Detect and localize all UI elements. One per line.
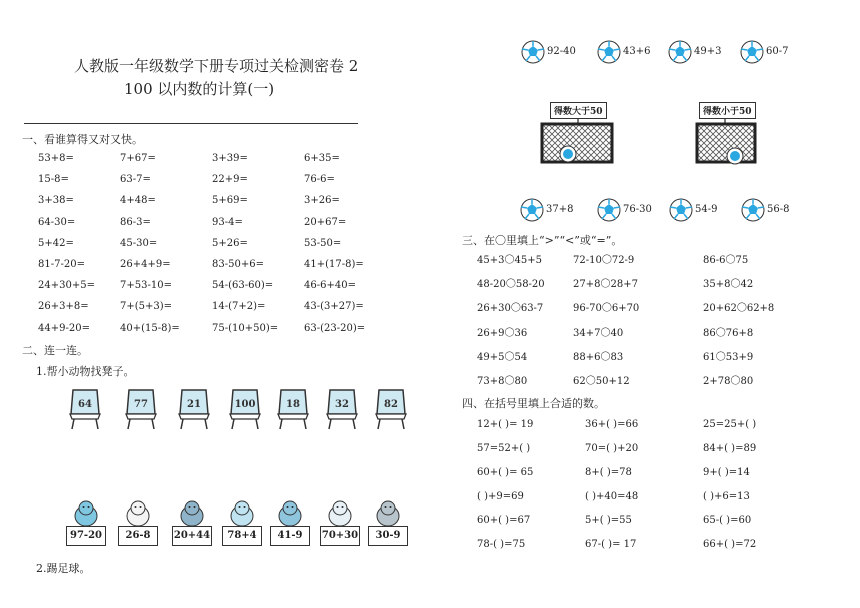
animal-with-sign[interactable] <box>172 498 212 548</box>
calc-problem: 3+26= <box>304 195 340 207</box>
calc-problem: 7+53-10= <box>120 280 172 292</box>
calc-problem: 20+67= <box>304 216 347 228</box>
calc-problem: 14-(7+2)= <box>212 301 266 313</box>
football-icon <box>668 40 692 64</box>
calc-problem: 5+42= <box>38 237 74 249</box>
football[interactable] <box>669 198 718 222</box>
calc-problem: 45-30= <box>120 237 158 249</box>
fill-blank-problem: 66+( )=72 <box>703 539 757 550</box>
ball-expression: 54-9 <box>695 204 718 215</box>
fill-blank-problem: 60+( )=67 <box>477 515 531 526</box>
calc-problem: 93-4= <box>212 216 243 228</box>
compare-problem: 26+9〇36 <box>477 327 528 339</box>
chair[interactable] <box>124 388 158 430</box>
calc-problem: 41+(17-8)= <box>304 259 364 270</box>
chair-number: 64 <box>78 399 92 410</box>
compare-problem: 27+8〇28+7 <box>573 279 638 291</box>
animal-expression-card: 70+30 <box>320 526 360 546</box>
calc-problem: 4+48= <box>120 195 156 207</box>
calc-problem: 63-(23-20)= <box>304 322 366 334</box>
football[interactable] <box>740 40 789 64</box>
chair[interactable] <box>68 388 102 430</box>
football[interactable] <box>597 40 651 64</box>
animal-with-sign[interactable] <box>320 498 360 548</box>
compare-problem: 61〇53+9 <box>703 351 754 363</box>
compare-problem: 45+3〇45+5 <box>477 255 542 266</box>
ball-expression: 92-40 <box>547 46 576 57</box>
fill-blank-problem: 36+( )=66 <box>585 419 639 430</box>
chair[interactable] <box>276 388 310 430</box>
calc-problem: 86-3= <box>120 216 151 228</box>
calc-problem: 5+26= <box>212 237 248 249</box>
calc-problem: 3+38= <box>38 195 74 207</box>
football[interactable] <box>597 198 652 222</box>
animal-icon <box>118 498 158 528</box>
chair-number: 82 <box>384 399 398 410</box>
calc-problem: 81-7-20= <box>38 259 85 270</box>
animal-expression-card: 30-9 <box>368 526 408 546</box>
animal-with-sign[interactable] <box>66 498 106 548</box>
calc-problem: 75-(10+50)= <box>212 322 279 334</box>
chair-number: 100 <box>234 399 256 410</box>
calc-problem: 7+67= <box>120 153 156 164</box>
animal-icon <box>172 498 212 528</box>
animal-with-sign[interactable] <box>118 498 158 548</box>
animal-with-sign[interactable] <box>270 498 310 548</box>
calc-problem: 26+3+8= <box>38 301 89 313</box>
football-icon <box>521 40 545 64</box>
animal-expression-card: 97-20 <box>66 526 106 546</box>
compare-problem: 73+8〇80 <box>477 376 528 387</box>
football[interactable] <box>668 40 722 64</box>
chair-number: 77 <box>134 399 148 410</box>
calc-problem: 53+8= <box>38 153 74 164</box>
compare-problem: 49+5〇54 <box>477 351 528 363</box>
animal-icon <box>368 498 408 528</box>
animal-icon <box>66 498 106 528</box>
section2-sub1: 1.帮小动物找凳子。 <box>36 365 135 378</box>
compare-problem: 26+30〇63-7 <box>477 303 544 315</box>
section3-heading: 三、在〇里填上“>”“<”或“=”。 <box>462 234 623 247</box>
animal-expression-card: 26-8 <box>118 526 158 546</box>
football-icon <box>741 198 765 222</box>
chair-number: 32 <box>335 399 349 410</box>
calc-problem: 3+39= <box>212 153 248 164</box>
fill-blank-problem: 57=52+( ) <box>477 443 531 454</box>
ball-expression: 43+6 <box>623 46 651 57</box>
calc-problem: 54-(63-60)= <box>212 280 274 292</box>
calc-problem: 6+35= <box>304 153 340 164</box>
goal-right-label: 得数小于50 <box>699 102 756 119</box>
football-icon <box>597 198 621 222</box>
goal-left-label: 得数大于50 <box>550 102 607 119</box>
football-icon <box>520 198 544 222</box>
fill-blank-problem: 8+( )=78 <box>585 467 632 478</box>
ball-expression: 60-7 <box>766 46 789 57</box>
fill-blank-problem: 78-( )=75 <box>477 539 526 550</box>
fill-blank-problem: ( )+6=13 <box>703 491 750 502</box>
section1-heading: 一、看谁算得又对又快。 <box>22 133 143 146</box>
compare-problem: 62〇50+12 <box>573 376 630 387</box>
animal-expression-card: 78+4 <box>222 526 262 546</box>
calc-problem: 22+9= <box>212 174 248 186</box>
fill-blank-problem: 84+( )=89 <box>703 443 757 454</box>
ball-expression: 49+3 <box>694 46 722 57</box>
ball-expression: 76-30 <box>623 204 652 215</box>
chair[interactable] <box>325 388 359 430</box>
section2-sub2: 2.踢足球。 <box>36 562 91 575</box>
compare-problem: 96-70〇6+70 <box>573 303 640 315</box>
ball-expression: 37+8 <box>546 204 574 215</box>
section4-heading: 四、在括号里填上合适的数。 <box>462 397 605 410</box>
compare-problem: 20+62〇62+8 <box>703 303 775 315</box>
fill-blank-problem: 60+( )= 65 <box>477 467 534 478</box>
ball-expression: 56-8 <box>767 204 790 215</box>
fill-blank-problem: 25=25+( ) <box>703 419 757 430</box>
football-icon <box>669 198 693 222</box>
football-icon <box>597 40 621 64</box>
calc-problem: 24+30+5= <box>38 280 95 292</box>
paper-title: 人教版一年级数学下册专项过关检测密卷 2 <box>74 57 359 75</box>
calc-problem: 7+(5+3)= <box>120 301 173 313</box>
compare-problem: 35+8〇42 <box>703 279 754 291</box>
compare-problem: 72-10〇72-9 <box>573 255 635 266</box>
animal-with-sign[interactable] <box>368 498 408 548</box>
fill-blank-problem: ( )+40=48 <box>585 491 639 502</box>
chair[interactable] <box>228 388 262 430</box>
chair-number: 18 <box>286 399 300 410</box>
compare-problem: 48-20〇58-20 <box>477 279 545 291</box>
calc-problem: 64-30= <box>38 216 76 228</box>
fill-blank-problem: 5+( )=55 <box>585 515 632 526</box>
fill-blank-problem: 65-( )=60 <box>703 515 752 526</box>
calc-problem: 83-50+6= <box>212 259 264 270</box>
title-underline <box>24 123 358 124</box>
calc-problem: 63-7= <box>120 174 151 186</box>
fill-blank-problem: 70=( )+20 <box>585 443 639 454</box>
paper-subtitle: 100 以内数的计算(一) <box>124 80 275 98</box>
compare-problem: 86〇76+8 <box>703 327 754 339</box>
animal-with-sign[interactable] <box>222 498 262 548</box>
compare-problem: 34+7〇40 <box>573 327 624 339</box>
football[interactable] <box>741 198 790 222</box>
compare-problem: 2+78〇80 <box>703 376 754 387</box>
football-icon <box>740 40 764 64</box>
football[interactable] <box>521 40 576 64</box>
chair-number: 21 <box>187 399 201 410</box>
animal-icon <box>270 498 310 528</box>
animal-icon <box>320 498 360 528</box>
calc-problem: 53-50= <box>304 237 342 249</box>
goal-left <box>540 98 618 166</box>
calc-problem: 44+9-20= <box>38 322 90 334</box>
fill-blank-problem: 9+( )=14 <box>703 467 750 478</box>
fill-blank-problem: 67-( )= 17 <box>585 539 637 550</box>
calc-problem: 76-6= <box>304 174 335 186</box>
goal-right <box>695 98 773 166</box>
calc-problem: 40+(15-8)= <box>120 322 180 334</box>
compare-problem: 88+6〇83 <box>573 351 624 363</box>
animal-icon <box>222 498 262 528</box>
animal-expression-card: 20+44 <box>172 526 212 546</box>
calc-problem: 46-6+40= <box>304 280 356 292</box>
calc-problem: 26+4+9= <box>120 259 171 270</box>
calc-problem: 5+69= <box>212 195 248 207</box>
fill-blank-problem: ( )+9=69 <box>477 491 524 502</box>
section2-heading: 二、连一连。 <box>22 344 88 357</box>
fill-blank-problem: 12+( )= 19 <box>477 419 534 430</box>
animal-expression-card: 41-9 <box>270 526 310 546</box>
compare-problem: 86-6〇75 <box>703 255 749 266</box>
calc-problem: 15-8= <box>38 174 69 186</box>
chair[interactable] <box>177 388 211 430</box>
football[interactable] <box>520 198 574 222</box>
chair[interactable] <box>374 388 408 430</box>
calc-problem: 43-(3+27)= <box>304 301 364 313</box>
